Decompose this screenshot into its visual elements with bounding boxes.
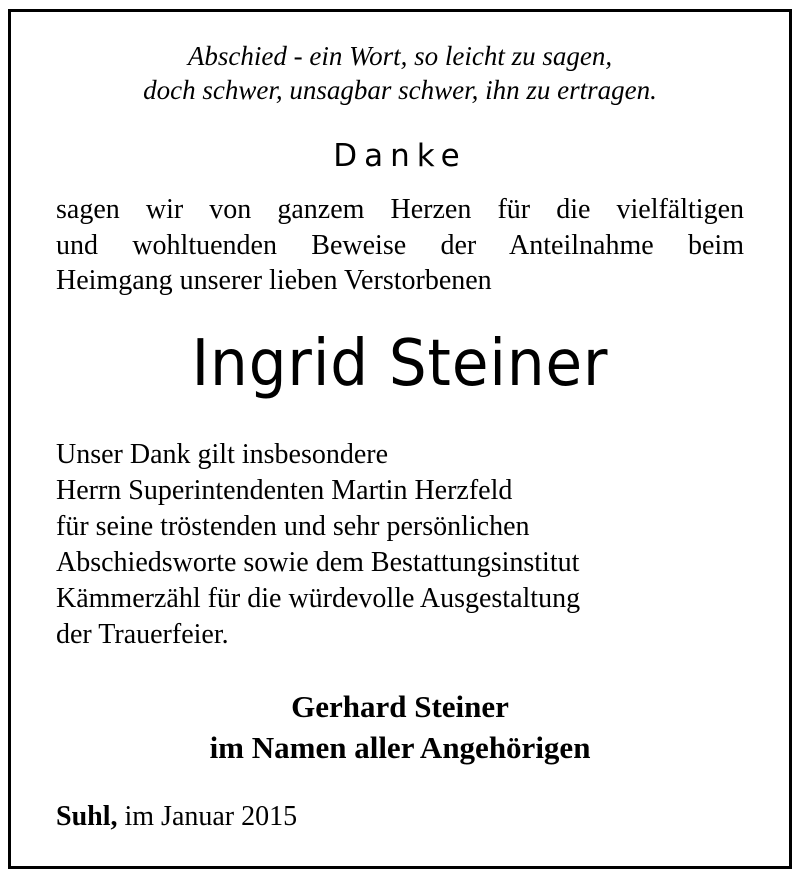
notice-frame bbox=[8, 9, 792, 869]
thanks-line-2: Herrn Superintendenten Martin Herzfeld bbox=[56, 475, 513, 506]
place-date-text: im Januar 2015 bbox=[124, 801, 298, 832]
signature-subtitle: im Namen aller Angehörigen bbox=[209, 730, 591, 765]
intro-line-1: sagen wir von ganzem Herzen für die vielfältigen bbox=[56, 194, 744, 225]
place-date bbox=[56, 800, 297, 834]
signature-name: Gerhard Steiner bbox=[291, 689, 509, 724]
thanks-line-6: der Trauerfeier. bbox=[56, 619, 229, 650]
thanks-heading: Danke bbox=[333, 138, 467, 174]
intro-line-3: Heimgang unserer lieben Verstorbenen bbox=[56, 265, 492, 296]
thanks-line-5: Kämmerzähl für die würdevolle Ausgestaltung bbox=[56, 583, 581, 614]
verse-line-1: Abschied - ein Wort, so leicht zu sagen, bbox=[187, 41, 613, 71]
thanks-line-4: Abschiedsworte sowie dem Bestattungsinstitut bbox=[56, 547, 580, 578]
intro-line-2: und wohltuenden Beweise der Anteilnahme beim bbox=[56, 230, 744, 261]
deceased-name: Ingrid Steiner bbox=[191, 327, 609, 401]
thanks-line-1: Unser Dank gilt insbesondere bbox=[56, 439, 389, 470]
verse-line-2: doch schwer, unsagbar schwer, ihn zu ertragen. bbox=[143, 75, 657, 105]
thanks-line-3: für seine tröstenden und sehr persönlichen bbox=[56, 511, 530, 542]
place-city: Suhl, bbox=[56, 801, 118, 832]
